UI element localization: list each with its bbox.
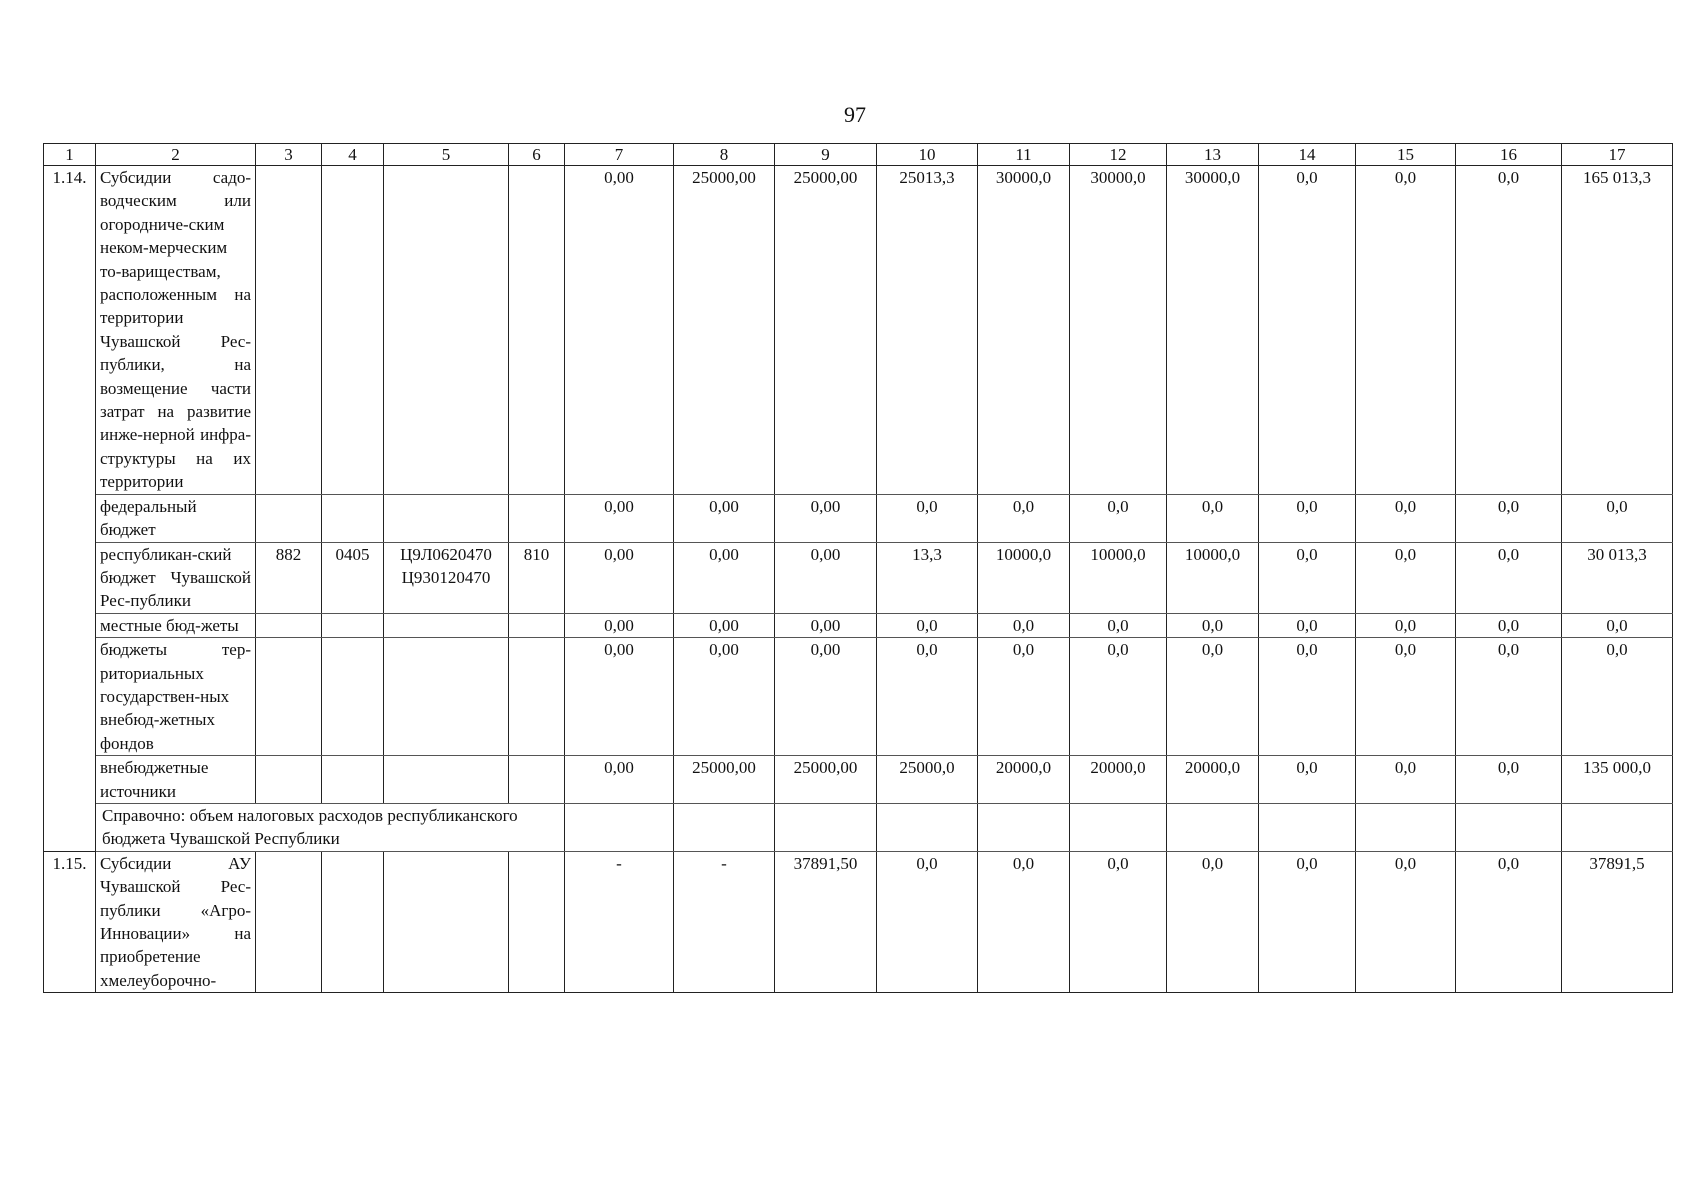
row-description: бюджеты тер-риториальных государствен-ных внебюд-жетных фондов: [96, 638, 256, 756]
value-cell: 10000,0: [1070, 542, 1167, 613]
value-cell: 0,0: [1356, 166, 1456, 495]
value-cell: 20000,0: [1070, 756, 1167, 804]
value-cell: 13,3: [877, 542, 978, 613]
value-cell: 30000,0: [978, 166, 1070, 495]
cell-col6: [509, 756, 565, 804]
value-cell: 0,00: [565, 756, 674, 804]
column-header: 7: [565, 144, 674, 166]
column-header: 9: [775, 144, 877, 166]
value-cell: 0,0: [1356, 756, 1456, 804]
value-cell: 0,0: [1259, 851, 1356, 992]
value-cell: 0,00: [674, 638, 775, 756]
value-cell: 0,0: [1456, 542, 1562, 613]
cell-col5: [384, 638, 509, 756]
cell-col4: [322, 756, 384, 804]
value-cell: 25000,0: [877, 756, 978, 804]
cell-col4: [322, 166, 384, 495]
table-row: [44, 851, 1673, 992]
reference-note: Справочно: объем налоговых расходов республиканского бюджета Чувашской Республики: [96, 803, 565, 851]
value-cell: 0,00: [775, 494, 877, 542]
value-cell: 37891,5: [1562, 851, 1673, 992]
value-cell: -: [674, 851, 775, 992]
value-cell: 0,0: [1356, 494, 1456, 542]
value-cell: [1456, 803, 1562, 851]
value-cell: 0,00: [775, 613, 877, 637]
value-cell: 0,00: [674, 613, 775, 637]
value-cell: 30000,0: [1167, 166, 1259, 495]
column-header: 3: [256, 144, 322, 166]
column-header: 8: [674, 144, 775, 166]
table-row: [44, 494, 1673, 542]
value-cell: 10000,0: [1167, 542, 1259, 613]
value-cell: 0,00: [565, 542, 674, 613]
value-cell: 165 013,3: [1562, 166, 1673, 495]
cell-col6: [509, 638, 565, 756]
column-header: 10: [877, 144, 978, 166]
value-cell: 0,0: [1070, 494, 1167, 542]
value-cell: 0,00: [565, 166, 674, 495]
cell-col5: [384, 494, 509, 542]
value-cell: 0,0: [1356, 851, 1456, 992]
cell-col3: [256, 613, 322, 637]
cell-col5: [384, 756, 509, 804]
cell-col3: [256, 851, 322, 992]
row-description: внебюджетные источники: [96, 756, 256, 804]
value-cell: 25000,00: [775, 756, 877, 804]
table-row: [44, 166, 1673, 495]
value-cell: 0,0: [877, 638, 978, 756]
column-header: 14: [1259, 144, 1356, 166]
value-cell: 0,00: [565, 613, 674, 637]
value-cell: 0,0: [1456, 851, 1562, 992]
cell-col3: [256, 756, 322, 804]
value-cell: 0,0: [1562, 638, 1673, 756]
column-header: 5: [384, 144, 509, 166]
row-description: федеральный бюджет: [96, 494, 256, 542]
cell-col6: [509, 851, 565, 992]
value-cell: 0,0: [1259, 542, 1356, 613]
value-cell: 0,0: [877, 613, 978, 637]
cell-col5: [384, 542, 509, 613]
table-row: [44, 613, 1673, 637]
value-cell: [1259, 803, 1356, 851]
cell-col3: 882: [256, 542, 322, 613]
value-cell: 0,0: [1562, 613, 1673, 637]
value-cell: 0,0: [1456, 494, 1562, 542]
cell-col3: [256, 638, 322, 756]
row-number: 1.15.: [44, 851, 96, 992]
table-row: [44, 542, 1673, 613]
value-cell: 25000,00: [674, 166, 775, 495]
value-cell: 20000,0: [978, 756, 1070, 804]
value-cell: 30000,0: [1070, 166, 1167, 495]
page-number: 97: [844, 102, 866, 127]
value-cell: 0,0: [978, 613, 1070, 637]
cell-col4: [322, 851, 384, 992]
value-cell: 0,0: [1167, 638, 1259, 756]
value-cell: [1356, 803, 1456, 851]
cell-col4: [322, 494, 384, 542]
value-cell: 0,00: [674, 494, 775, 542]
cell-col6: 810: [509, 542, 565, 613]
value-cell: 0,0: [1356, 542, 1456, 613]
value-cell: 0,0: [978, 494, 1070, 542]
value-cell: [1562, 803, 1673, 851]
value-cell: [877, 803, 978, 851]
value-cell: 0,0: [1070, 638, 1167, 756]
value-cell: 0,0: [1259, 494, 1356, 542]
cell-col5: [384, 166, 509, 495]
value-cell: 0,0: [978, 851, 1070, 992]
row-number: 1.14.: [44, 166, 96, 852]
value-cell: 10000,0: [978, 542, 1070, 613]
value-cell: 0,0: [1070, 613, 1167, 637]
column-header: 12: [1070, 144, 1167, 166]
column-header: 16: [1456, 144, 1562, 166]
column-header: 17: [1562, 144, 1673, 166]
cell-col6: [509, 613, 565, 637]
value-cell: 0,0: [1167, 613, 1259, 637]
value-cell: 0,0: [1167, 494, 1259, 542]
value-cell: 0,0: [1562, 494, 1673, 542]
value-cell: [674, 803, 775, 851]
value-cell: 25013,3: [877, 166, 978, 495]
table-row: [44, 803, 1673, 851]
value-cell: 0,0: [1356, 613, 1456, 637]
column-header: 13: [1167, 144, 1259, 166]
value-cell: [978, 803, 1070, 851]
value-cell: 0,0: [1456, 613, 1562, 637]
target-article-code: Ц9Л0620470: [400, 544, 492, 564]
value-cell: 0,0: [1456, 756, 1562, 804]
value-cell: 0,0: [1259, 613, 1356, 637]
cell-col6: [509, 494, 565, 542]
row-description: республикан-ский бюджет Чувашской Рес-публики: [96, 542, 256, 613]
column-header: 2: [96, 144, 256, 166]
cell-col3: [256, 166, 322, 495]
cell-col4: [322, 613, 384, 637]
column-header: 4: [322, 144, 384, 166]
column-number-row: [44, 144, 1673, 166]
value-cell: [565, 803, 674, 851]
value-cell: 0,0: [877, 494, 978, 542]
value-cell: [775, 803, 877, 851]
value-cell: 0,00: [674, 542, 775, 613]
value-cell: [1167, 803, 1259, 851]
value-cell: [1070, 803, 1167, 851]
cell-col5: [384, 851, 509, 992]
value-cell: 0,0: [1456, 166, 1562, 495]
target-article-code: Ц930120470: [401, 567, 491, 587]
value-cell: 0,0: [877, 851, 978, 992]
cell-col3: [256, 494, 322, 542]
value-cell: 25000,00: [674, 756, 775, 804]
budget-table: [43, 143, 1673, 993]
value-cell: 0,0: [1259, 638, 1356, 756]
value-cell: 37891,50: [775, 851, 877, 992]
cell-col4: [322, 638, 384, 756]
cell-col5: [384, 613, 509, 637]
value-cell: 20000,0: [1167, 756, 1259, 804]
value-cell: 0,0: [978, 638, 1070, 756]
column-header: 1: [44, 144, 96, 166]
value-cell: 0,00: [565, 494, 674, 542]
value-cell: 0,00: [775, 638, 877, 756]
value-cell: 0,0: [1070, 851, 1167, 992]
table-row: [44, 756, 1673, 804]
value-cell: 30 013,3: [1562, 542, 1673, 613]
value-cell: 135 000,0: [1562, 756, 1673, 804]
value-cell: 0,0: [1167, 851, 1259, 992]
row-description: Субсидии АУ Чувашской Рес-публики «Агро-Инновации» на приобретение хмелеуборочно-: [96, 851, 256, 992]
value-cell: 0,00: [775, 542, 877, 613]
value-cell: 0,0: [1259, 166, 1356, 495]
table-row: [44, 638, 1673, 756]
cell-col4: 0405: [322, 542, 384, 613]
row-description: Субсидии садо-водческим или огородниче-ским неком-мерческим то-вариществам, расположенным на территории Чувашской Рес-публики, на возмещение части затрат на развитие инже-нерной инфра-структуры на их территории: [96, 166, 256, 495]
value-cell: 0,00: [565, 638, 674, 756]
column-header: 6: [509, 144, 565, 166]
column-header: 15: [1356, 144, 1456, 166]
value-cell: 0,0: [1356, 638, 1456, 756]
row-description: местные бюд-жеты: [96, 613, 256, 637]
cell-col6: [509, 166, 565, 495]
value-cell: 0,0: [1259, 756, 1356, 804]
column-header: 11: [978, 144, 1070, 166]
value-cell: -: [565, 851, 674, 992]
value-cell: 25000,00: [775, 166, 877, 495]
value-cell: 0,0: [1456, 638, 1562, 756]
